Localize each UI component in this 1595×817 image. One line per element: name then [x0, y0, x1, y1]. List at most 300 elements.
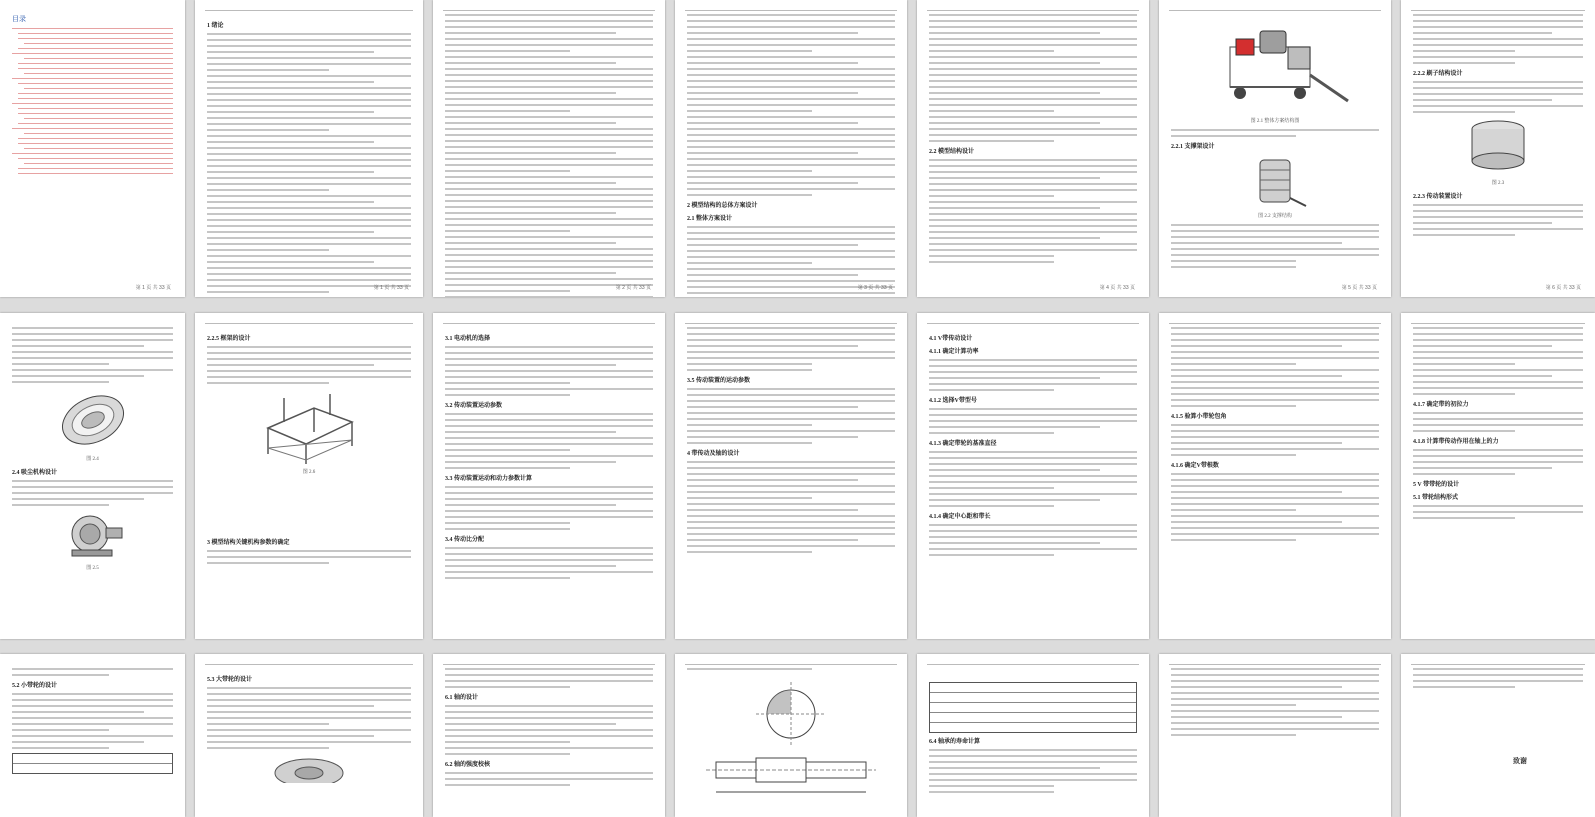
- text-line: [929, 128, 1137, 130]
- text-line: [1413, 455, 1583, 457]
- text-line: [1171, 327, 1379, 329]
- subsection-heading: 4.1.7 确定带的初拉力: [1413, 402, 1469, 408]
- text-line: [687, 98, 895, 100]
- toc-entry[interactable]: [18, 48, 173, 49]
- subsection-heading: 4.1.6 确定V带根数: [1171, 463, 1219, 469]
- text-line: [445, 50, 570, 52]
- text-line: [929, 761, 1137, 763]
- text-line: [207, 717, 411, 719]
- text-line: [1413, 111, 1515, 113]
- toc-entry[interactable]: [18, 93, 173, 94]
- text-line: [1171, 533, 1379, 535]
- text-line: [1413, 449, 1583, 451]
- text-line: [1413, 381, 1583, 383]
- toc-entry[interactable]: [12, 53, 173, 54]
- body-text: [687, 668, 895, 670]
- page-footer: 第 6 页 共 33 页: [1545, 285, 1581, 291]
- text-line: [445, 296, 653, 297]
- text-line: [929, 426, 1100, 428]
- text-line: [929, 463, 1137, 465]
- body-text: [1413, 505, 1583, 519]
- formula-text: [929, 524, 1137, 556]
- toc-entry[interactable]: [18, 123, 173, 124]
- toc-entry[interactable]: [18, 38, 173, 39]
- text-line: [1171, 129, 1379, 131]
- toc-entry[interactable]: [12, 128, 173, 129]
- text-line: [1413, 467, 1552, 469]
- text-line: [687, 503, 895, 505]
- text-line: [207, 129, 329, 131]
- toc-entry[interactable]: [18, 158, 173, 159]
- page-header-rule: [205, 10, 413, 11]
- text-line: [207, 237, 411, 239]
- text-line: [207, 711, 411, 713]
- text-line: [687, 339, 895, 341]
- text-line: [445, 266, 653, 268]
- text-line: [207, 219, 411, 221]
- text-line: [445, 212, 616, 214]
- text-line: [687, 430, 895, 432]
- toc-entry[interactable]: [12, 28, 173, 29]
- text-line: [1171, 539, 1296, 541]
- cleaning-machine-figure: [1200, 17, 1350, 115]
- toc-entry[interactable]: [24, 118, 173, 119]
- text-line: [687, 262, 812, 264]
- text-line: [1171, 430, 1379, 432]
- body-text: [687, 14, 895, 196]
- text-line: [207, 171, 374, 173]
- text-line: [1171, 260, 1296, 262]
- text-line: [687, 32, 858, 34]
- text-line: [445, 382, 570, 384]
- toc-entry[interactable]: [18, 143, 173, 144]
- text-line: [207, 135, 411, 137]
- text-line: [445, 577, 570, 579]
- text-line: [929, 140, 1054, 142]
- text-line: [929, 481, 1137, 483]
- text-line: [1171, 710, 1379, 712]
- page-header-rule: [443, 664, 655, 665]
- toc-entry[interactable]: [18, 33, 173, 34]
- text-line: [929, 92, 1100, 94]
- text-line: [445, 146, 653, 148]
- text-line: [207, 99, 411, 101]
- text-line: [687, 545, 895, 547]
- page-header-rule: [1169, 323, 1381, 324]
- text-line: [1413, 93, 1583, 95]
- toc-entry[interactable]: [24, 43, 173, 44]
- page-header-rule: [1411, 323, 1585, 324]
- document-page-10: [433, 313, 665, 639]
- text-line: [929, 86, 1137, 88]
- text-line: [1413, 674, 1583, 676]
- text-line: [445, 14, 653, 16]
- text-line: [1413, 517, 1515, 519]
- subsection-heading: 4.1.5 验算小带轮包角: [1171, 414, 1227, 420]
- text-line: [929, 548, 1137, 550]
- text-line: [445, 455, 653, 457]
- text-line: [687, 491, 895, 493]
- text-line: [12, 381, 109, 383]
- text-line: [12, 717, 173, 719]
- text-line: [445, 778, 653, 780]
- text-line: [929, 201, 1137, 203]
- text-line: [687, 668, 812, 670]
- text-line: [1413, 105, 1583, 107]
- section-heading: 1 绪论: [207, 23, 224, 29]
- text-line: [1171, 692, 1379, 694]
- text-line: [1413, 20, 1583, 22]
- text-line: [687, 14, 895, 16]
- formula-text: [445, 772, 653, 786]
- figure-caption: 图 2.2 支撑结构: [1258, 214, 1292, 219]
- text-line: [207, 364, 374, 366]
- text-line: [207, 550, 411, 552]
- text-line: [445, 134, 653, 136]
- text-line: [1171, 339, 1379, 341]
- text-line: [207, 243, 411, 245]
- page-header-rule: [205, 664, 413, 665]
- text-line: [687, 68, 895, 70]
- text-line: [687, 515, 895, 517]
- text-line: [687, 44, 895, 46]
- toc-entry[interactable]: [18, 98, 173, 99]
- text-line: [207, 225, 411, 227]
- text-line: [1413, 44, 1583, 46]
- document-page-2: [195, 0, 423, 297]
- text-line: [445, 419, 653, 421]
- text-line: [1413, 50, 1515, 52]
- toc-entry[interactable]: [12, 153, 173, 154]
- text-line: [445, 122, 616, 124]
- text-line: [207, 213, 411, 215]
- text-line: [445, 164, 653, 166]
- text-line: [1171, 135, 1296, 137]
- text-line: [445, 516, 653, 518]
- text-line: [207, 382, 329, 384]
- text-line: [929, 50, 1054, 52]
- text-line: [687, 134, 895, 136]
- text-line: [1413, 412, 1583, 414]
- text-line: [687, 38, 895, 40]
- text-line: [687, 473, 895, 475]
- body-text: [12, 668, 173, 676]
- toc-entry[interactable]: [18, 108, 173, 109]
- page-header-rule: [685, 664, 897, 665]
- text-line: [1413, 222, 1552, 224]
- toc-entry[interactable]: [24, 163, 173, 164]
- text-line: [929, 773, 1137, 775]
- text-line: [1413, 32, 1552, 34]
- text-line: [1413, 210, 1583, 212]
- text-line: [207, 556, 411, 558]
- page-header-rule: [1169, 664, 1381, 665]
- text-line: [929, 26, 1137, 28]
- text-line: [687, 152, 858, 154]
- text-line: [687, 170, 812, 172]
- toc-entry[interactable]: [24, 148, 173, 149]
- toc-entry[interactable]: [18, 138, 173, 139]
- text-line: [929, 207, 1100, 209]
- text-line: [207, 255, 411, 257]
- toc-entry[interactable]: [12, 78, 173, 79]
- text-line: [445, 705, 653, 707]
- text-line: [12, 369, 173, 371]
- document-page-12: [917, 313, 1149, 639]
- text-line: [445, 254, 653, 256]
- text-line: [1413, 680, 1583, 682]
- body-text: [207, 687, 411, 749]
- toc-entry[interactable]: [24, 58, 173, 59]
- text-line: [687, 122, 858, 124]
- figure-caption: 图 2.6: [302, 470, 316, 475]
- text-line: [687, 467, 895, 469]
- text-line: [929, 62, 1100, 64]
- text-line: [687, 461, 895, 463]
- text-line: [929, 432, 1054, 434]
- subsection-heading: 2.2.2 刷子结构设计: [1413, 71, 1463, 77]
- subsection-heading: 4.1.3 确定带轮的基准直径: [929, 441, 997, 447]
- subsection-heading: 2.2.3 传动装置设计: [1413, 194, 1463, 200]
- text-line: [445, 547, 653, 549]
- text-line: [445, 370, 653, 372]
- text-line: [1413, 327, 1583, 329]
- figure-caption: 图 2.5: [86, 566, 99, 571]
- text-line: [687, 188, 895, 190]
- text-line: [207, 273, 411, 275]
- text-line: [687, 369, 812, 371]
- text-line: [445, 194, 653, 196]
- text-line: [445, 86, 653, 88]
- text-line: [1413, 38, 1583, 40]
- document-page-21: [1401, 654, 1595, 817]
- document-page-16: [195, 654, 423, 817]
- text-line: [445, 206, 653, 208]
- body-text: [1171, 224, 1379, 268]
- text-line: [207, 159, 411, 161]
- text-line: [445, 394, 570, 396]
- page-header-rule: [205, 323, 413, 324]
- subsection-heading: 6.2 轴的强度校核: [445, 762, 491, 768]
- toc-entry[interactable]: [24, 133, 173, 134]
- text-line: [1413, 393, 1515, 395]
- subsection-heading: 3.2 传动装置运动参数: [445, 403, 503, 409]
- text-line: [207, 45, 411, 47]
- page-footer: 第 3 页 共 33 页: [857, 285, 893, 291]
- text-line: [929, 165, 1137, 167]
- body-text: [12, 327, 173, 383]
- text-line: [445, 218, 653, 220]
- text-line: [207, 699, 411, 701]
- formula-text: [1413, 449, 1583, 475]
- formula-text: [929, 749, 1137, 793]
- text-line: [929, 475, 1137, 477]
- parts-list: [1171, 129, 1379, 137]
- text-line: [929, 74, 1137, 76]
- text-line: [207, 141, 374, 143]
- page-footer: 第 2 页 共 33 页: [615, 285, 651, 291]
- document-page-1: [0, 0, 185, 297]
- text-line: [445, 668, 653, 670]
- text-line: [687, 479, 858, 481]
- text-line: [207, 687, 411, 689]
- body-text: [1171, 668, 1379, 736]
- text-line: [929, 791, 1054, 793]
- text-line: [1413, 345, 1552, 347]
- text-line: [207, 189, 329, 191]
- text-line: [1413, 430, 1515, 432]
- text-line: [207, 69, 329, 71]
- text-line: [1413, 668, 1583, 670]
- subsection-heading: 2.2.5 框架的设计: [207, 336, 251, 342]
- text-line: [929, 159, 1137, 161]
- text-line: [929, 389, 1054, 391]
- toc-entry[interactable]: [18, 83, 173, 84]
- figure-caption: 图 2.3: [1491, 181, 1505, 186]
- toc-entry[interactable]: [24, 73, 173, 74]
- text-line: [929, 134, 1137, 136]
- toc-entry[interactable]: [18, 173, 173, 174]
- text-line: [207, 705, 374, 707]
- text-line: [445, 784, 570, 786]
- text-line: [929, 237, 1100, 239]
- text-line: [445, 553, 653, 555]
- text-line: [445, 753, 570, 755]
- text-line: [445, 110, 570, 112]
- text-line: [445, 224, 653, 226]
- text-line: [207, 729, 411, 731]
- text-line: [1413, 333, 1583, 335]
- text-line: [1171, 479, 1379, 481]
- text-line: [1171, 698, 1379, 700]
- text-line: [1413, 686, 1515, 688]
- text-line: [207, 723, 329, 725]
- text-line: [929, 14, 1137, 16]
- text-line: [687, 400, 895, 402]
- text-line: [687, 327, 895, 329]
- text-line: [445, 522, 570, 524]
- text-line: [1171, 351, 1379, 353]
- text-line: [929, 451, 1137, 453]
- text-line: [1171, 405, 1296, 407]
- page-footer: 第 1 页 共 33 页: [135, 285, 171, 291]
- text-line: [445, 443, 653, 445]
- text-line: [687, 280, 895, 282]
- text-line: [929, 177, 1100, 179]
- text-line: [929, 219, 1137, 221]
- toc-entry[interactable]: [18, 113, 173, 114]
- page-header-rule: [685, 323, 897, 324]
- text-line: [687, 551, 812, 553]
- text-line: [1413, 473, 1515, 475]
- toc-entry[interactable]: [18, 68, 173, 69]
- page-header-rule: [443, 323, 655, 324]
- text-line: [207, 183, 411, 185]
- text-line: [1171, 674, 1379, 676]
- formula-text: [445, 486, 653, 530]
- toc-entry[interactable]: [18, 168, 173, 169]
- formula-text: [929, 359, 1137, 391]
- text-line: [207, 147, 411, 149]
- text-line: [445, 230, 570, 232]
- text-line: [445, 20, 653, 22]
- body-text: [929, 14, 1137, 142]
- text-line: [687, 176, 895, 178]
- text-line: [929, 98, 1137, 100]
- text-line: [687, 104, 895, 106]
- text-line: [445, 461, 616, 463]
- text-line: [445, 571, 653, 573]
- text-line: [12, 492, 173, 494]
- toc-entry[interactable]: [12, 103, 173, 104]
- figure-caption: 图 2.1 整体方案结构图: [1250, 119, 1300, 124]
- text-line: [1413, 216, 1583, 218]
- text-line: [687, 268, 895, 270]
- body-text: [12, 693, 173, 749]
- document-page-6: [1159, 0, 1391, 297]
- text-line: [1171, 399, 1379, 401]
- large-pulley-figure: [269, 753, 349, 783]
- text-line: [929, 505, 1054, 507]
- body-text: [445, 14, 653, 297]
- text-line: [445, 116, 653, 118]
- text-line: [207, 267, 411, 269]
- text-line: [929, 530, 1137, 532]
- text-line: [12, 705, 173, 707]
- formula-text: [445, 547, 653, 579]
- text-line: [445, 278, 653, 280]
- body-text: [207, 33, 411, 293]
- text-line: [687, 497, 812, 499]
- formula-text: [1171, 473, 1379, 541]
- text-line: [445, 158, 653, 160]
- text-line: [445, 504, 616, 506]
- text-line: [12, 351, 173, 353]
- text-line: [687, 274, 858, 276]
- text-line: [687, 418, 895, 420]
- text-line: [12, 363, 109, 365]
- text-line: [929, 457, 1137, 459]
- text-line: [445, 92, 616, 94]
- text-line: [207, 105, 411, 107]
- text-line: [1171, 704, 1296, 706]
- round-brush-figure: [53, 387, 133, 453]
- text-line: [1413, 418, 1583, 420]
- document-page-3: [433, 0, 665, 297]
- text-line: [445, 735, 653, 737]
- text-line: [445, 200, 653, 202]
- text-line: [1171, 345, 1342, 347]
- text-line: [12, 735, 173, 737]
- page-header-rule: [443, 10, 655, 11]
- text-line: [929, 755, 1137, 757]
- text-line: [1171, 381, 1379, 383]
- text-line: [687, 140, 895, 142]
- text-line: [12, 345, 144, 347]
- text-line: [1171, 503, 1379, 505]
- text-line: [207, 207, 411, 209]
- acknowledgement-heading: 致谢: [1513, 757, 1527, 765]
- text-line: [1171, 357, 1379, 359]
- text-line: [1171, 393, 1379, 395]
- toc-entry[interactable]: [24, 88, 173, 89]
- toc-entry[interactable]: [18, 63, 173, 64]
- support-frame-figure: [1240, 154, 1310, 210]
- subsection-heading: 5.2 小带轮的设计: [12, 683, 58, 689]
- text-line: [445, 56, 653, 58]
- text-line: [12, 327, 173, 329]
- text-line: [445, 486, 653, 488]
